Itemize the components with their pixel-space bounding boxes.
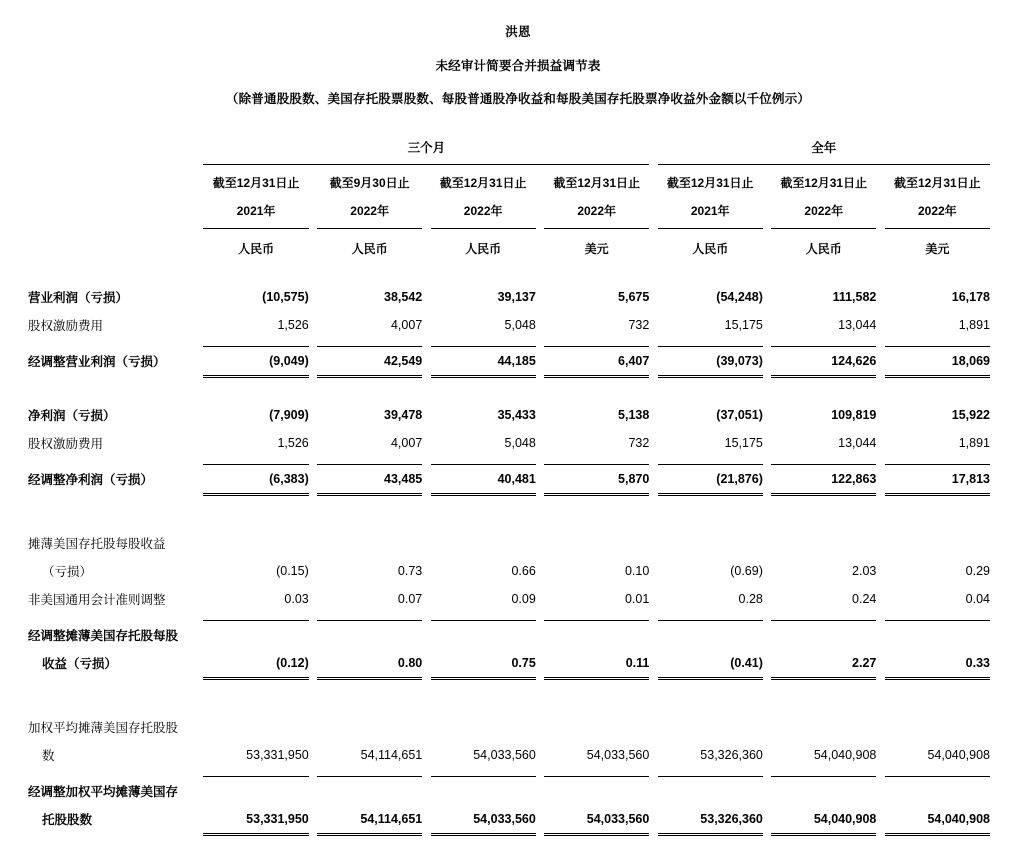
col-2-period: 截至12月31日止 — [439, 175, 527, 190]
sbc-operating-c3: 732 — [628, 317, 650, 332]
diluted-eps-c0: (0.15) — [276, 563, 309, 578]
adj-operating-profit-c6: 18,069 — [951, 353, 990, 368]
col-5-period: 截至12月31日止 — [780, 175, 868, 190]
col-3-rule — [544, 219, 649, 229]
column-year-row — [28, 191, 990, 219]
rule — [544, 613, 649, 621]
col-1-currency: 人民币 — [351, 241, 388, 256]
rule — [317, 677, 422, 687]
rule — [317, 339, 422, 347]
column-rule-row — [28, 219, 990, 229]
rule — [544, 833, 649, 843]
table-row — [28, 283, 990, 311]
spacer — [28, 687, 990, 713]
col-3-currency: 美元 — [584, 241, 609, 256]
spacer — [28, 503, 990, 529]
table-row — [28, 347, 990, 375]
operating-profit-c6: 16,178 — [951, 289, 990, 304]
rule — [771, 677, 876, 687]
rule — [203, 493, 308, 503]
rule — [203, 769, 308, 777]
rule — [658, 613, 763, 621]
spacer — [28, 385, 990, 401]
rule — [431, 833, 536, 843]
rule — [658, 339, 763, 347]
diluted-eps-c3: 0.10 — [624, 563, 650, 578]
rule — [431, 769, 536, 777]
rule — [544, 339, 649, 347]
diluted-eps-c5: 2.03 — [852, 563, 877, 578]
net-profit-c3: 5,138 — [618, 407, 650, 422]
non-gaap-adj-c4: 0.28 — [738, 591, 763, 606]
adj-diluted-eps-c0: (0.12) — [276, 655, 309, 670]
rule — [544, 493, 649, 503]
row-label-diluted-eps-line1: 摊薄美国存托股每股收益 — [28, 536, 166, 551]
adj-net-profit-c4: (21,876) — [716, 471, 763, 486]
col-1-period: 截至9月30日止 — [329, 175, 410, 190]
diluted-eps-c1: 0.73 — [397, 563, 423, 578]
rule — [885, 339, 990, 347]
rule — [317, 493, 422, 503]
sbc-operating-c5: 13,044 — [838, 317, 877, 332]
table-row — [28, 429, 990, 457]
rule — [658, 457, 763, 465]
col-4-period: 截至12月31日止 — [666, 175, 754, 190]
table-row — [28, 777, 990, 805]
total-rule-row — [28, 677, 990, 687]
group-rule-full-year — [658, 156, 990, 165]
col-6-year: 2022年 — [917, 203, 957, 218]
non-gaap-adj-c2: 0.09 — [511, 591, 536, 606]
total-rule-row — [28, 493, 990, 503]
wtd-avg-shares-c1: 54,114,651 — [360, 747, 423, 762]
adj-diluted-eps-c1: 0.80 — [397, 655, 423, 670]
rule — [203, 339, 308, 347]
group-rule-three-months — [203, 156, 649, 165]
rule — [658, 769, 763, 777]
row-label-adjusted-net-profit: 经调整净利润（亏损） — [28, 472, 154, 487]
row-label-sbc-net: 股权激励费用 — [28, 436, 104, 451]
sbc-operating-c4: 15,175 — [724, 317, 763, 332]
sbc-net-c3: 732 — [628, 435, 650, 450]
adj-wtd-avg-shares-c4: 53,326,360 — [700, 811, 763, 826]
col-5-currency: 人民币 — [805, 241, 842, 256]
operating-profit-c5: 111,582 — [832, 289, 877, 304]
total-rule-row — [28, 833, 990, 843]
diluted-eps-c2: 0.66 — [511, 563, 536, 578]
table-row — [28, 713, 990, 741]
table-row — [28, 585, 990, 613]
operating-profit-c2: 39,137 — [497, 289, 536, 304]
net-profit-c5: 109,819 — [831, 407, 877, 422]
sbc-net-c0: 1,526 — [277, 435, 309, 450]
sbc-net-c4: 15,175 — [724, 435, 763, 450]
rule — [885, 677, 990, 687]
adj-operating-profit-c3: 6,407 — [618, 353, 650, 368]
net-profit-c0: (7,909) — [269, 407, 309, 422]
adj-operating-profit-c2: 44,185 — [497, 353, 536, 368]
non-gaap-adj-c5: 0.24 — [852, 591, 877, 606]
row-label-diluted-eps-line2: （亏损） — [42, 564, 93, 579]
adj-wtd-avg-shares-c5: 54,040,908 — [813, 811, 877, 826]
adj-operating-profit-c0: (9,049) — [269, 353, 309, 368]
row-label-adjusted-operating-profit: 经调整营业利润（亏损） — [28, 354, 166, 369]
col-2-rule — [431, 219, 536, 229]
net-profit-c2: 35,433 — [497, 407, 536, 422]
rule — [544, 677, 649, 687]
col-3-year: 2022年 — [577, 203, 617, 218]
wtd-avg-shares-c4: 53,326,360 — [700, 747, 763, 762]
sbc-operating-c0: 1,526 — [277, 317, 309, 332]
operating-profit-c1: 38,542 — [384, 289, 423, 304]
page-title: 未经审计简要合并损益调节表 — [435, 58, 601, 73]
subtotal-rule-row — [28, 769, 990, 777]
rule — [203, 457, 308, 465]
non-gaap-adj-c0: 0.03 — [284, 591, 309, 606]
table-row — [28, 621, 990, 649]
adj-operating-profit-c5: 124,626 — [831, 353, 877, 368]
table-row — [28, 529, 990, 557]
row-label-wtd-avg-shares-line2: 数 — [42, 748, 55, 763]
col-0-currency: 人民币 — [238, 241, 275, 256]
rule — [771, 769, 876, 777]
column-currency-row — [28, 229, 990, 257]
table-row — [28, 557, 990, 585]
group-rule-row — [28, 156, 990, 165]
adj-diluted-eps-c4: (0.41) — [730, 655, 763, 670]
units-note: （除普通股股数、美国存托股票股数、每股普通股净收益和每股美国存托股票净收益外金额以千位例示） — [225, 92, 811, 106]
spacer — [28, 257, 990, 283]
subtotal-rule-row — [28, 613, 990, 621]
row-label-operating-profit: 营业利润（亏损） — [28, 290, 129, 305]
rule — [885, 375, 990, 385]
wtd-avg-shares-c0: 53,331,950 — [246, 747, 309, 762]
adj-wtd-avg-shares-c0: 53,331,950 — [246, 811, 309, 826]
col-4-currency: 人民币 — [692, 241, 729, 256]
non-gaap-adj-c1: 0.07 — [397, 591, 423, 606]
rule — [431, 493, 536, 503]
wtd-avg-shares-c3: 54,033,560 — [586, 747, 650, 762]
col-6-rule — [885, 219, 990, 229]
rule — [885, 457, 990, 465]
table-row — [28, 649, 990, 677]
net-profit-c1: 39,478 — [384, 407, 423, 422]
rule — [771, 339, 876, 347]
col-5-year: 2022年 — [804, 203, 844, 218]
rule — [885, 833, 990, 843]
adj-net-profit-c6: 17,813 — [951, 471, 990, 486]
rule — [771, 457, 876, 465]
col-1-year: 2022年 — [350, 203, 389, 218]
rule — [203, 613, 308, 621]
rule — [317, 769, 422, 777]
rule — [317, 833, 422, 843]
table-row — [28, 311, 990, 339]
subtotal-rule-row — [28, 339, 990, 347]
col-6-period: 截至12月31日止 — [893, 175, 981, 190]
col-2-currency: 人民币 — [465, 241, 502, 256]
row-label-adj-diluted-eps-line1: 经调整摊薄美国存托股每股 — [28, 628, 179, 643]
total-rule-row — [28, 375, 990, 385]
sbc-net-c5: 13,044 — [838, 435, 877, 450]
wtd-avg-shares-c5: 54,040,908 — [813, 747, 877, 762]
rule — [544, 457, 649, 465]
rule — [658, 677, 763, 687]
rule — [317, 457, 422, 465]
rule — [317, 375, 422, 385]
adj-wtd-avg-shares-c1: 54,114,651 — [360, 811, 423, 826]
adj-net-profit-c0: (6,383) — [269, 471, 309, 486]
adj-net-profit-c5: 122,863 — [831, 471, 877, 486]
col-1-rule — [317, 219, 422, 229]
rule — [431, 457, 536, 465]
adj-diluted-eps-c3: 0.11 — [625, 655, 650, 670]
adj-diluted-eps-c6: 0.33 — [965, 655, 990, 670]
adj-operating-profit-c4: (39,073) — [716, 353, 763, 368]
rule — [885, 769, 990, 777]
row-label-non-gaap-adjustment: 非美国通用会计准则调整 — [28, 592, 166, 607]
adj-diluted-eps-c2: 0.75 — [511, 655, 536, 670]
rule — [885, 613, 990, 621]
col-0-period: 截至12月31日止 — [212, 175, 300, 190]
operating-profit-c4: (54,248) — [716, 289, 763, 304]
col-2-year: 2022年 — [463, 203, 503, 218]
adj-net-profit-c3: 5,870 — [618, 471, 650, 486]
col-4-rule — [658, 219, 763, 229]
rule — [771, 375, 876, 385]
table-row — [28, 805, 990, 833]
column-period-row — [28, 165, 990, 191]
row-label-adj-wtd-avg-shares-line1: 经调整加权平均摊薄美国存 — [28, 784, 179, 799]
reconciliation-table — [28, 132, 990, 843]
operating-profit-c0: (10,575) — [262, 289, 309, 304]
table-row — [28, 741, 990, 769]
company-name: 洪恩 — [505, 25, 531, 39]
table-row — [28, 465, 990, 493]
rule — [658, 833, 763, 843]
wtd-avg-shares-c6: 54,040,908 — [927, 747, 990, 762]
rule — [203, 677, 308, 687]
net-profit-c4: (37,051) — [716, 407, 763, 422]
rule — [771, 613, 876, 621]
col-4-year: 2021年 — [690, 203, 730, 218]
operating-profit-c3: 5,675 — [618, 289, 650, 304]
sbc-net-c1: 4,007 — [390, 435, 423, 450]
document-titles — [0, 0, 1036, 106]
rule — [431, 613, 536, 621]
sbc-operating-c6: 1,891 — [958, 317, 990, 332]
group-header-full-year: 全年 — [811, 140, 837, 155]
rule — [885, 493, 990, 503]
col-5-rule — [771, 219, 876, 229]
adj-wtd-avg-shares-c2: 54,033,560 — [473, 811, 536, 826]
sbc-operating-c2: 5,048 — [504, 317, 536, 332]
col-0-rule — [203, 219, 308, 229]
row-label-adj-wtd-avg-shares-line2: 托股股数 — [42, 812, 93, 827]
non-gaap-adj-c3: 0.01 — [624, 591, 650, 606]
rule — [431, 375, 536, 385]
adj-diluted-eps-c5: 2.27 — [852, 655, 877, 670]
subtotal-rule-row — [28, 457, 990, 465]
table-row — [28, 401, 990, 429]
rule — [431, 677, 536, 687]
adj-wtd-avg-shares-c6: 54,040,908 — [927, 811, 990, 826]
diluted-eps-c4: (0.69) — [730, 563, 763, 578]
adj-net-profit-c1: 43,485 — [384, 471, 423, 486]
col-0-year: 2021年 — [236, 203, 276, 218]
adj-wtd-avg-shares-c3: 54,033,560 — [586, 811, 650, 826]
sbc-net-c2: 5,048 — [504, 435, 536, 450]
sbc-net-c6: 1,891 — [958, 435, 990, 450]
row-label-adj-diluted-eps-line2: 收益（亏损） — [42, 656, 118, 671]
group-header-row — [28, 132, 990, 156]
row-label-wtd-avg-shares-line1: 加权平均摊薄美国存托股股 — [28, 720, 179, 735]
rule — [658, 375, 763, 385]
sbc-operating-c1: 4,007 — [390, 317, 423, 332]
rule — [431, 339, 536, 347]
rule — [203, 833, 308, 843]
rule — [771, 833, 876, 843]
rule — [544, 769, 649, 777]
group-header-three-months: 三个月 — [407, 140, 446, 155]
rule — [544, 375, 649, 385]
diluted-eps-c6: 0.29 — [965, 563, 990, 578]
col-6-currency: 美元 — [925, 241, 950, 256]
rule — [203, 375, 308, 385]
rule — [771, 493, 876, 503]
col-3-period: 截至12月31日止 — [553, 175, 641, 190]
rule — [317, 613, 422, 621]
rule — [658, 493, 763, 503]
wtd-avg-shares-c2: 54,033,560 — [473, 747, 536, 762]
row-label-sbc-operating: 股权激励费用 — [28, 318, 104, 333]
row-label-net-profit: 净利润（亏损） — [28, 408, 116, 423]
adj-operating-profit-c1: 42,549 — [384, 353, 423, 368]
non-gaap-adj-c6: 0.04 — [965, 591, 990, 606]
adj-net-profit-c2: 40,481 — [497, 471, 536, 486]
net-profit-c6: 15,922 — [951, 407, 990, 422]
